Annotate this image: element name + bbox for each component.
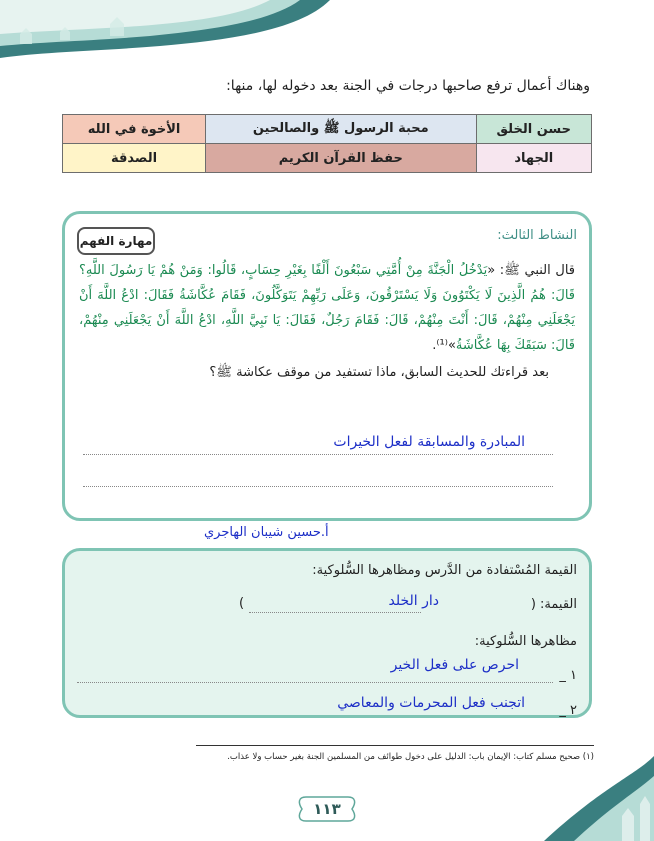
deed-cell: حسن الخلق [476,115,592,144]
behaviors-title: مظاهرها السُّلوكية: [474,634,577,649]
hadith-close: »⁽¹⁾. [432,338,456,353]
footnote: (١) صحيح مسلم كتاب: الإيمان باب: الدليل على دخول طوائف من المسلمين الجنة بغير حساب ولا عذاب. [227,752,594,762]
answer-line[interactable] [83,454,553,455]
answer-handwriting: المبادرة والمسابقة لفعل الخيرات [333,434,525,450]
deed-cell: محبة الرسول ﷺ والصالحين [206,115,476,144]
value-label: القيمة: ( [530,597,577,612]
activity-box [62,211,592,521]
table-row [63,115,592,144]
hadith-text [79,258,575,358]
deed-cell: الصدقة [63,144,206,173]
behavior-number: ٢ _ [559,703,577,718]
deed-cell: الجهاد [476,144,592,173]
value-handwriting: دار الخلد [388,593,439,609]
activity-question: بعد قراءتك للحديث السابق، ماذا تستفيد من موقف عكاشة ﷺ؟ [209,365,549,380]
behavior-number: ١ _ [559,668,577,683]
deeds-table [62,114,592,173]
corner-decoration [0,0,330,60]
answer-line[interactable] [83,486,553,487]
value-close: ) [239,596,245,611]
author-name: أ.حسين شيبان الهاجري [204,525,329,540]
activity-title: النشاط الثالث: [497,228,577,243]
values-title: القيمة المُسْتفادة من الدَّرس ومظاهرها السُّلوكية: [312,563,577,578]
table-row [63,144,592,173]
deed-cell: الأخوة في الله [63,115,206,144]
behavior-handwriting: اتجنب فعل المحرمات والمعاصي [337,695,525,711]
page-number [296,793,358,825]
hadith-body: يَدْخُلُ الْجَنَّةَ مِنْ أُمَّتِي سَبْعُونَ أَلْفًا بِغَيْرِ حِسَابٍ، قَالُوا: وَمَنْ هُمْ يَا رَسُولَ اللَّهِ؟ قَالَ: هُمُ الَّذِينَ لَا يَكْتَوُونَ وَلَا يَسْتَرْقُونَ، وَعَلَى رَبِّهِمْ يَتَوَكَّلُونَ، فَقَامَ عُكَّاشَةُ فَقَالَ: ادْعُ اللَّهَ أَنْ يَجْعَلَنِي مِنْهُمْ، قَالَ: أَنْتَ مِنْهُمْ، قَالَ: فَقَامَ رَجُلٌ، فَقَالَ: يَا نَبِيَّ اللَّهِ، ادْعُ اللَّهَ أَنْ يَجْعَلَنِي مِنْهُمْ، قَالَ: سَبَقَكَ بِهَا عُكَّاشَةُ [79,263,575,353]
intro-text: وهناك أعمال ترفع صاحبها درجات في الجنة بعد دخوله لها، منها: [226,78,590,94]
behavior-handwriting: احرص على فعل الخير [390,657,519,673]
behavior-line[interactable] [77,682,553,683]
values-box [62,548,592,718]
skill-badge: مهارة الفهم [77,227,155,255]
hadith-intro: قال النبي ﷺ: « [487,263,575,278]
footnote-divider [196,745,594,746]
page-number-text: ١١٣ [313,800,341,818]
deed-cell: حفظ القرآن الكريم [206,144,476,173]
